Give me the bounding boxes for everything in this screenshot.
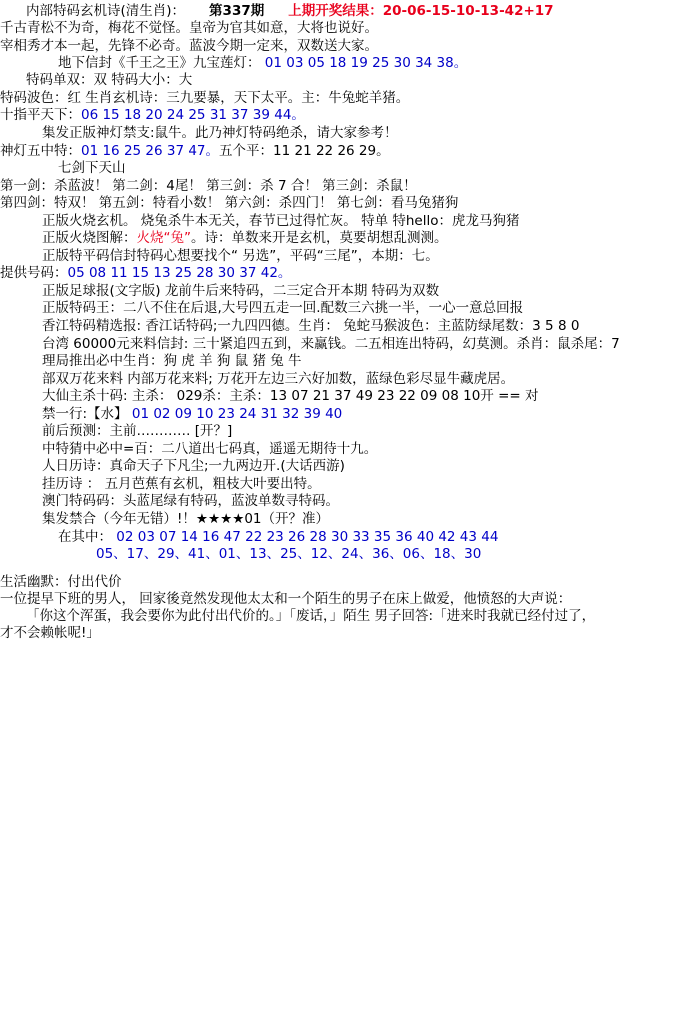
line-text: 正版特码王：二八不住在后退,大号四五走一回.配数三六挑一半，一心一意总回报 xyxy=(42,300,524,317)
content-line xyxy=(0,178,675,196)
content-line xyxy=(0,476,675,494)
content-line xyxy=(0,300,675,318)
number-group: 02 03 07 14 16 47 22 23 26 28 30 33 35 36 40 42 43 44 xyxy=(112,528,499,545)
header-title: 内部特码玄机诗(清生肖)： xyxy=(26,3,186,19)
joke-line-1 xyxy=(0,591,675,608)
content-line xyxy=(0,283,675,301)
line-text: 十指平天下： xyxy=(0,107,81,124)
number-group: 05 08 11 15 13 25 28 30 37 42。 xyxy=(67,265,292,282)
content-line xyxy=(0,441,675,459)
highlight-text: 火烧“兔” xyxy=(136,230,191,247)
poem-line-2 xyxy=(0,38,675,55)
line-text: 大仙主杀十码: 主杀： 029杀：主杀：13 07 21 37 49 23 22 09 08 10开 == 对 xyxy=(42,388,539,405)
line-text: 第四剑：特双！ 第五剑：特看小数！ 第六剑：杀四门！ 第七剑：看马兔猪狗 xyxy=(0,195,459,212)
result-label: 上期开奖结果： xyxy=(288,3,383,19)
line-text: 台湾 60000元来料信封: 三十紧追四五到，来赢钱。二五相连出特码，幻莫测。杀肖：鼠杀尾：7 xyxy=(42,335,620,352)
content-line xyxy=(0,353,675,371)
line-text: 正版特平码信封特码心想要找个“ 另选”，平码“三尾”，本期：七。 xyxy=(42,247,439,264)
joke-title-text: 生活幽默：付出代价 xyxy=(0,573,122,590)
content-line xyxy=(0,458,675,476)
line-text: 理局推出必中生肖：狗 虎 羊 狗 鼠 猪 兔 牛 xyxy=(42,353,302,370)
line-text: 。诗：单数来开是玄机，莫要胡想乱测测。 xyxy=(191,230,448,247)
content-line xyxy=(0,248,675,266)
number-group: 01 16 25 26 37 47。 xyxy=(81,142,220,159)
line-text: 正版火烧图解： xyxy=(42,230,137,247)
header-row xyxy=(0,0,675,20)
line-text: 提供号码： xyxy=(0,265,68,282)
line-text: 正版足球报(文字版) 龙前牛后来特码，二三定合开本期 特码为双数 xyxy=(42,282,440,299)
joke-text: 才不会赖帐呢!」 xyxy=(0,625,100,642)
content-line xyxy=(0,371,675,389)
content-line xyxy=(0,160,675,178)
line-text: 人日历诗：真命天子下凡尘;一九两边开.(大话西游) xyxy=(42,458,345,475)
joke-line-2 xyxy=(0,608,675,625)
result-value: 20-06-15-10-13-42+17 xyxy=(382,3,554,19)
line-text: 前后预测：主前………… [开？] xyxy=(42,423,233,440)
content-line xyxy=(0,265,675,283)
poem-line-1 xyxy=(0,20,675,37)
content-line xyxy=(0,90,675,108)
content-line xyxy=(0,388,675,406)
poem-text: 宰相秀才本一起，先锋不必奇。蓝波今期一定来，双数送大家。 xyxy=(0,37,378,54)
line-text: 特码单双：双 特码大小：大 xyxy=(26,72,193,89)
content-line xyxy=(0,336,675,354)
joke-text: 「你这个浑蛋，我会要你为此付出代价的。」「废话，」陌生 男子回答:「进来时我就已经付过了， xyxy=(26,608,596,625)
content-line xyxy=(0,195,675,213)
line-text: 七剑下天山 xyxy=(58,160,126,177)
content-line xyxy=(0,423,675,441)
content-line xyxy=(0,546,675,564)
number-group: 05、17、29、41、01、13、25、12、24、36、06、18、30 xyxy=(96,546,482,563)
content-line xyxy=(0,213,675,231)
content-line xyxy=(0,107,675,125)
line-text: 正版火烧玄机。 烧兔杀牛本无关，春节已过得忙灰。 特单 特hello：虎龙马狗猪 xyxy=(42,212,520,229)
line-text: 集发正版神灯禁支:鼠牛。此乃神灯特码绝杀，请大家参考！ xyxy=(42,124,398,141)
joke-text: 一位提早下班的男人， 回家後竟然发现他太太和一个陌生的男子在床上做爱，他愤怒的大声说： xyxy=(0,590,572,607)
line-text: 禁一行:【水】 xyxy=(42,405,128,422)
number-group: 01 03 05 18 19 25 30 34 38。 xyxy=(260,54,468,71)
line-text: 第一剑：杀蓝波！ 第二剑：4尾！ 第三剑：杀 7 合！ 第三剑：杀鼠！ xyxy=(0,177,417,194)
content-line xyxy=(0,529,675,547)
joke-line-3 xyxy=(0,625,675,642)
issue-number: 第337期 xyxy=(209,3,265,19)
content-line xyxy=(0,406,675,424)
content-line xyxy=(0,318,675,336)
line-text: 神灯五中特： xyxy=(0,142,81,159)
line-text: 部双万花来料 内部万花来料; 万花开左边三六好加数，蓝绿色彩尽显牛藏虎居。 xyxy=(42,370,515,387)
content-line xyxy=(0,511,675,529)
joke-title xyxy=(0,574,675,591)
content-lines xyxy=(0,55,675,564)
line-text: 香江特码精选报: 香江话特码;一九四四德。生肖： 兔蛇马猴波色：主蓝防绿尾数：3 5 8 0 xyxy=(42,318,580,334)
poem-text: 千古青松不为奇，梅花不觉怪。皇帝为官其如意，大将也说好。 xyxy=(0,20,378,37)
content-line xyxy=(0,143,675,161)
line-text: 集发禁合（今年无错）!！★★★★01（开？准） xyxy=(42,511,329,528)
content-line xyxy=(0,72,675,90)
number-group: 06 15 18 20 24 25 31 37 39 44。 xyxy=(81,107,305,124)
line-text: 挂历诗 ： 五月芭蕉有玄机，粗枝大叶要出特。 xyxy=(42,475,321,492)
line-text: 地下信封《千王之王》九宝莲灯： xyxy=(58,54,261,71)
content-line xyxy=(0,55,675,73)
line-text: 在其中： xyxy=(58,528,112,545)
content-line xyxy=(0,125,675,143)
line-text: 五个平：11 21 22 26 29。 xyxy=(219,142,390,159)
content-line xyxy=(0,493,675,511)
line-text: 中特猜中必中=百：二八道出七码真，遥遥无期待十九。 xyxy=(42,440,378,457)
content-line xyxy=(0,230,675,248)
number-group: 01 02 09 10 23 24 31 32 39 40 xyxy=(127,405,343,422)
line-text: 澳门特码码：头蓝尾绿有特码，蓝波单数寻特码。 xyxy=(42,493,339,510)
line-text: 特码波色：红 生肖玄机诗：三九要暴，天下太平。主：牛兔蛇羊猪。 xyxy=(0,89,410,106)
